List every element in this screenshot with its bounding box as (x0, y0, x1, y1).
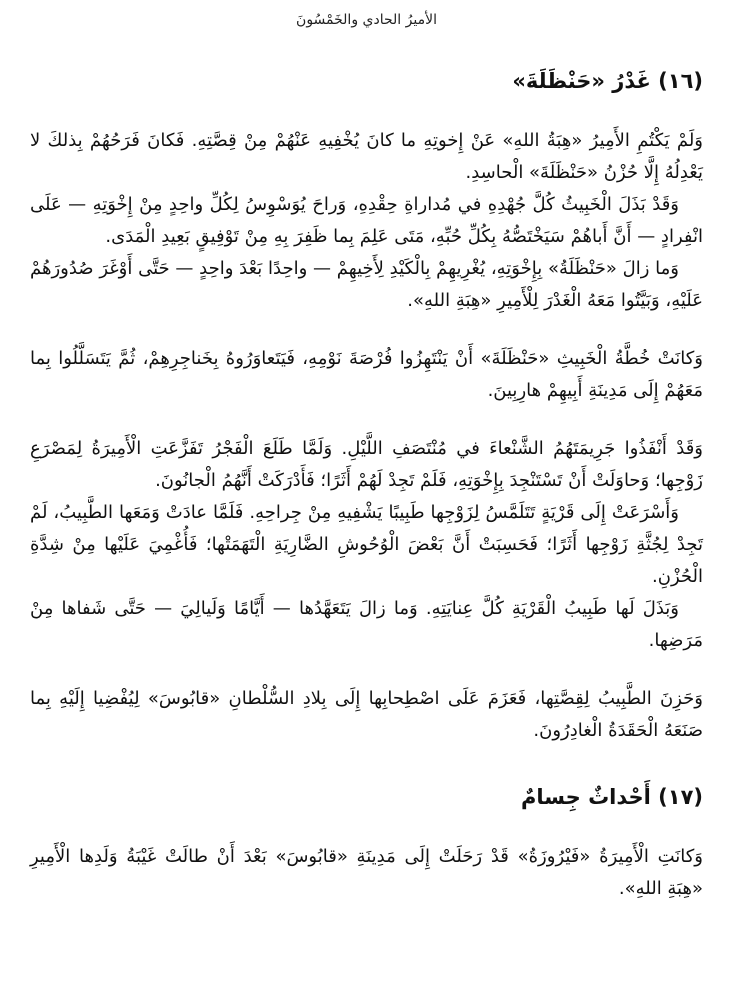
paragraph: وَلَمْ يَكْتُمِ الأَمِيرُ «هِبَةُ اللهِ» عَنْ إِخوتِهِ ما كانَ يُخْفِيهِ عَنْهُمْ مِنْ قِصَّتِهِ. فَكانَ فَرَحُهُمْ بِذلكَ لا يَعْدِلُهُ إِلَّا حُزْنُ «حَنْظَلَةَ» الْحاسِدِ. (30, 130, 703, 183)
section-heading-16: (١٦) غَدْرُ «حَنْظَلَةَ» (512, 69, 703, 93)
paragraph-gap (30, 407, 703, 433)
paragraph: وَقَدْ أَنْفَذُوا جَرِيمَتَهُمُ الشَّنْعاءَ في مُنْتَصَفِ اللَّيْلِ. وَلَمَّا طَلَعَ الْفَجْرُ تَفَزَّعَتِ الْأَمِيرَةُ لِمَصْرَعِ زَوْجِها؛ وَحاوَلَتْ أَنْ تَسْتَنْجِدَ بِإِخْوَتِهِ، فَلَمْ تَجِدْ لَهُمْ أَثَرًا؛ فَأَدْرَكَتْ أَنَّهُمُ الْجانُونَ. (30, 438, 703, 491)
paragraph: وَبَذَلَ لَها طَبِيبُ الْقَرْيَةِ كُلَّ عِنايَتِهِ. وَما زالَ يَتَعَهَّدُها — أَيَّامًا وَلَيالِيَ — حَتَّى شَفاها مِنْ مَرَضِها. (30, 598, 703, 651)
paragraph: وَأَسْرَعَتْ إِلَى قَرْيَةٍ تَتَلَمَّسُ لِزَوْجِها طَبِيبًا يَشْفِيهِ مِنْ جِراحِهِ. فَلَمَّا عادَتْ وَمَعَها الطَّبِيبُ، لَمْ تَجِدْ لِجُثَّةِ زَوْجِها أَثَرًا؛ فَحَسِبَتْ أَنَّ بَعْضَ الْوُحُوشِ الضَّارِيَةِ الْتَهَمَتْها؛ فَأُغْمِيَ عَلَيْها مِنْ شِدَّةِ الْحُزْنِ. (30, 502, 703, 587)
paragraph: وَكانَتْ خُطَّةُ الْخَبِيثِ «حَنْظَلَةَ» أَنْ يَنْتَهِزُوا فُرْصَةَ نَوْمِهِ، فَيَتَعاوَرُوهُ بِخَناجِرِهِمْ، ثُمَّ يَتَسَلَّلُوا بِما مَعَهُمْ إِلَى مَدِينَةِ أَبِيهِمْ هارِبِينَ. (30, 348, 703, 401)
section-heading-17: (١٧) أَحْداثٌ جِسامٌ (520, 785, 703, 809)
running-header: الأميرُ الحادي والخَمْسُونَ (296, 12, 437, 28)
paragraph-gap (30, 657, 703, 683)
paragraph-gap (30, 317, 703, 343)
paragraph: وَكانَتِ الْأَمِيرَةُ «فَيْرُوزَةُ» قَدْ رَحَلَتْ إِلَى مَدِينَةِ «قابُوسَ» بَعْدَ أَنْ طالَتْ غَيْبَةُ وَلَدِها الْأَمِيرِ «هِبَةِ اللهِ». (30, 846, 703, 899)
paragraph: وَما زالَ «حَنْظَلَةُ» بِإِخْوَتِهِ، يُغْرِيهِمْ بِالْكَيْدِ لِأَخِيهِمْ — واحِدًا بَعْدَ واحِدٍ — حَتَّى أَوْغَرَ صُدُورَهُمْ عَلَيْهِ، وَبَيَّتُوا مَعَهُ الْغَدْرَ لِلْأَمِيرِ «هِبَةِ اللهِ». (30, 258, 703, 311)
paragraph: وَقَدْ بَذَلَ الْخَبِيثُ كُلَّ جُهْدِهِ في مُداراةِ حِقْدِهِ، وَراحَ يُوَسْوِسُ لِكُلِّ واحِدٍ مِنْ إِخْوَتِهِ — عَلَى انْفِرادٍ — أَنَّ أَباهُمْ سَيَخْتَصُّهُ بِكُلِّ حُبِّهِ، مَتَى عَلِمَ بِما ظَفِرَ بِهِ مِنْ تَوْفِيقٍ بَعِيدِ الْمَدَى. (30, 194, 703, 247)
paragraph: وَحَزِنَ الطَّبِيبُ لِقِصَّتِها، فَعَزَمَ عَلَى اصْطِحابِها إِلَى بِلادِ السُّلْطانِ «قابُوسَ» لِيُفْضِيا إِلَيْهِ بِما صَنَعَهُ الْحَقَدَةُ الْغادِرُونَ. (30, 688, 703, 741)
